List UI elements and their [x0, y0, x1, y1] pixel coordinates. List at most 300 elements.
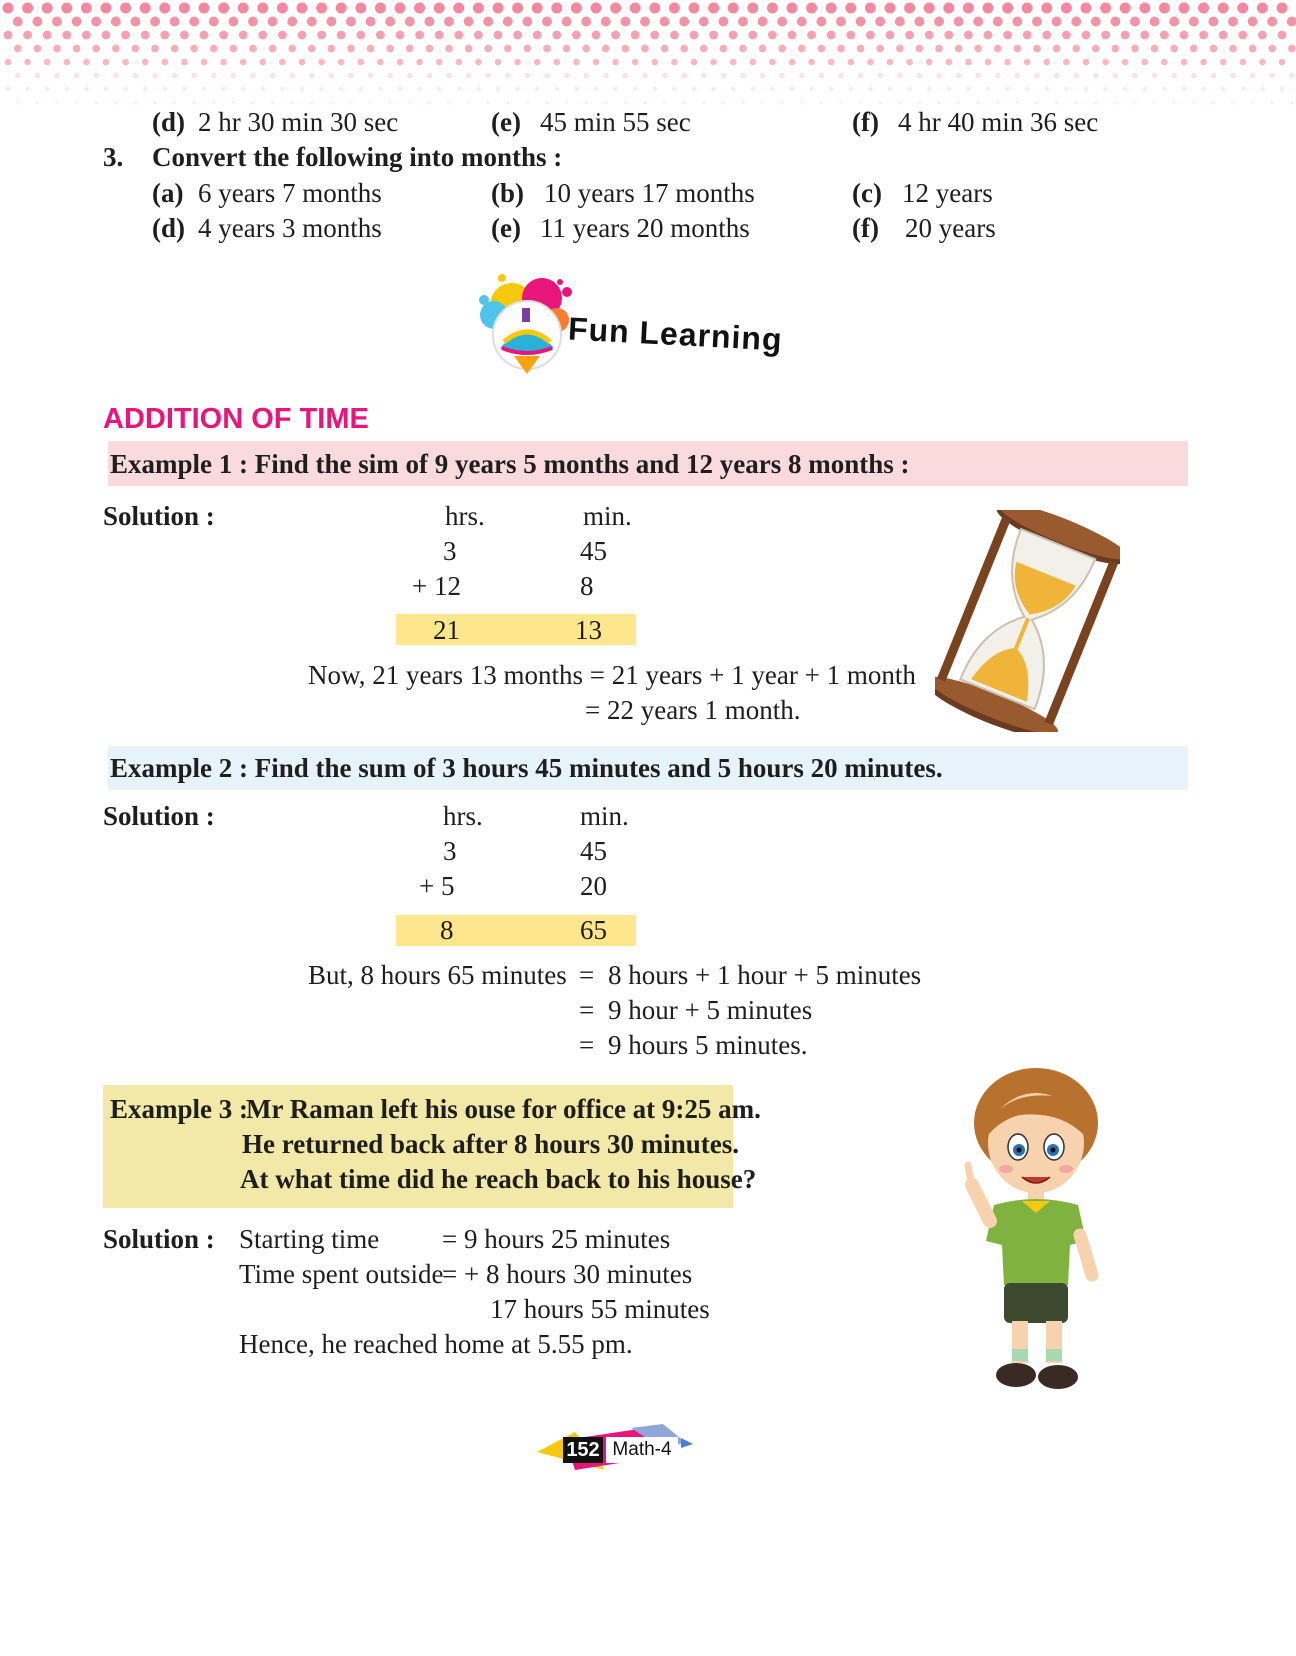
q3-label-e: (e) — [491, 213, 521, 243]
header-dot — [1238, 31, 1247, 40]
header-dot — [62, 31, 71, 40]
header-dot — [336, 3, 347, 14]
header-dot — [376, 31, 385, 40]
header-dot — [721, 73, 727, 79]
header-dot — [1084, 87, 1088, 91]
header-dot — [212, 101, 215, 104]
header-dot — [337, 31, 346, 40]
header-dot — [857, 45, 865, 53]
q3-label-b: (b) — [491, 178, 524, 208]
q3-item-a: 6 years 7 months — [198, 178, 382, 208]
header-dot — [1152, 73, 1158, 79]
header-dot — [250, 73, 256, 79]
header-dot — [641, 45, 649, 53]
header-dot — [800, 101, 803, 104]
header-dot — [739, 45, 747, 53]
header-dot — [133, 73, 139, 79]
header-dot — [408, 101, 411, 104]
header-dot — [748, 31, 757, 40]
header-dot — [24, 59, 31, 66]
header-dot — [415, 31, 424, 40]
boy-pointing-icon — [950, 1065, 1120, 1395]
header-dot — [277, 3, 288, 14]
header-dot — [289, 73, 295, 79]
header-dot — [594, 87, 598, 91]
header-dot — [543, 45, 551, 53]
header-dot — [1240, 59, 1247, 66]
header-dot — [457, 87, 461, 91]
header-dot — [1237, 3, 1248, 14]
header-dot — [630, 3, 641, 14]
q3-label-d: (d) — [152, 213, 185, 243]
header-dot — [564, 73, 570, 79]
header-dot — [407, 73, 413, 79]
header-dot — [349, 101, 352, 104]
header-dot — [1260, 87, 1264, 91]
header-dot — [747, 3, 758, 14]
header-dot — [1003, 31, 1012, 40]
header-dot — [984, 31, 993, 40]
header-dot — [770, 87, 774, 91]
header-dot — [4, 31, 13, 40]
header-dot — [92, 45, 100, 53]
header-dot — [1005, 87, 1009, 91]
header-dot — [506, 101, 509, 104]
example1-row1-col1: 3 — [443, 536, 457, 566]
header-dot — [44, 59, 51, 66]
header-dot — [818, 45, 826, 53]
header-dot — [906, 59, 913, 66]
header-dot — [1153, 101, 1156, 104]
header-dot — [270, 73, 276, 79]
header-dot — [238, 3, 249, 14]
header-dot — [710, 59, 717, 66]
header-dot — [826, 3, 837, 14]
header-dot — [1121, 31, 1130, 40]
example2-col2-header: min. — [580, 801, 629, 831]
header-dot — [189, 17, 199, 27]
header-dot — [309, 73, 315, 79]
header-dot — [934, 17, 944, 27]
header-dot — [348, 73, 354, 79]
header-dot — [565, 101, 568, 104]
header-dot — [879, 101, 882, 104]
example2-row2-col2: 20 — [580, 871, 607, 901]
header-dot — [211, 73, 217, 79]
header-dot — [356, 31, 365, 40]
header-dot — [767, 3, 778, 14]
header-dot — [22, 3, 33, 14]
q3-label-f: (f) — [852, 213, 879, 243]
header-dot — [760, 73, 766, 79]
header-dot — [1229, 45, 1237, 53]
header-dot — [493, 3, 504, 14]
header-dot — [43, 31, 52, 40]
header-dot — [1208, 17, 1218, 27]
header-dot — [1081, 3, 1092, 14]
book-title: Math-4 — [606, 1437, 678, 1463]
header-dot — [1290, 101, 1293, 104]
header-dot — [583, 73, 589, 79]
header-dot — [193, 101, 196, 104]
header-dot — [640, 17, 650, 27]
header-dot — [1280, 87, 1284, 91]
header-dot — [1139, 3, 1150, 14]
header-dot — [924, 3, 935, 14]
header-dot — [797, 17, 807, 27]
header-dot — [359, 87, 363, 91]
header-dot — [837, 45, 845, 53]
header-dot — [877, 73, 883, 79]
q2-item-d: 2 hr 30 min 30 sec — [198, 107, 399, 137]
header-dot — [708, 3, 719, 14]
header-dot — [75, 101, 78, 104]
header-dot — [504, 45, 512, 53]
header-dot — [271, 101, 274, 104]
header-dot — [417, 87, 421, 91]
example2-solution-label: Solution : — [103, 801, 215, 831]
header-dot — [308, 45, 316, 53]
header-dot — [316, 3, 327, 14]
header-dot — [1151, 45, 1159, 53]
header-dot — [601, 17, 611, 27]
header-dot — [1044, 59, 1051, 66]
header-dot — [3, 3, 14, 14]
header-dot — [995, 73, 1001, 79]
header-dot — [1054, 73, 1060, 79]
header-dot — [319, 87, 323, 91]
header-dot — [72, 17, 82, 27]
header-dot — [251, 101, 254, 104]
header-dot — [799, 73, 805, 79]
header-dot — [552, 31, 561, 40]
header-dot — [120, 3, 131, 14]
header-dot — [916, 45, 924, 53]
header-dot — [779, 73, 785, 79]
header-dot — [622, 45, 630, 53]
header-dot — [83, 59, 90, 66]
header-dot — [1258, 31, 1267, 40]
header-dot — [946, 59, 953, 66]
header-dot — [484, 45, 492, 53]
header-dot — [642, 73, 648, 79]
header-dot — [525, 73, 531, 79]
header-dot — [201, 59, 208, 66]
page-number: 152 — [563, 1437, 603, 1463]
header-dot — [1025, 87, 1029, 91]
header-dot — [160, 31, 169, 40]
header-dot — [93, 73, 99, 79]
header-dot — [1162, 87, 1166, 91]
header-dot — [865, 3, 876, 14]
header-dot — [95, 101, 98, 104]
header-dot — [444, 17, 454, 27]
header-dot — [1130, 17, 1140, 27]
header-dot — [1042, 31, 1051, 40]
dotted-header-decoration — [0, 0, 1296, 118]
header-dot — [581, 17, 591, 27]
header-dot — [650, 31, 659, 40]
header-dot — [513, 31, 522, 40]
header-dot — [974, 45, 982, 53]
header-dot — [485, 73, 491, 79]
example1-row1-col2: 45 — [580, 536, 607, 566]
header-dot — [514, 59, 521, 66]
header-dot — [839, 101, 842, 104]
header-dot — [555, 87, 559, 91]
header-dot — [1004, 59, 1011, 66]
header-dot — [1132, 73, 1138, 79]
header-dot — [191, 73, 197, 79]
header-dot — [366, 17, 376, 27]
header-dot — [385, 17, 395, 27]
example1-col2-header: min. — [583, 501, 632, 531]
header-dot — [496, 87, 500, 91]
header-dot — [544, 73, 550, 79]
header-dot — [661, 45, 669, 53]
header-dot — [551, 3, 562, 14]
header-dot — [1248, 17, 1258, 27]
header-dot — [896, 45, 904, 53]
header-dot — [1131, 45, 1139, 53]
header-dot — [1014, 45, 1022, 53]
header-dot — [729, 31, 738, 40]
header-dot — [288, 45, 296, 53]
header-dot — [153, 101, 156, 104]
header-dot — [809, 87, 813, 91]
header-dot — [358, 59, 365, 66]
header-dot — [781, 101, 784, 104]
header-dot — [848, 59, 855, 66]
header-dot — [1123, 87, 1127, 91]
header-dot — [369, 101, 372, 104]
header-dot — [163, 87, 167, 91]
header-dot — [1249, 45, 1257, 53]
header-dot — [574, 87, 578, 91]
header-dot — [172, 73, 178, 79]
q3-item-e: 11 years 20 months — [540, 213, 750, 243]
header-dot — [173, 101, 176, 104]
header-dot — [1211, 73, 1217, 79]
header-dot — [179, 3, 190, 14]
header-dot — [42, 3, 53, 14]
header-dot — [339, 87, 343, 91]
header-dot — [611, 31, 620, 40]
header-dot — [1192, 101, 1195, 104]
header-dot — [16, 101, 19, 104]
header-dot — [73, 45, 81, 53]
header-dot — [683, 101, 686, 104]
header-dot — [1022, 3, 1033, 14]
header-dot — [200, 31, 209, 40]
header-dot — [1041, 3, 1052, 14]
header-dot — [1143, 87, 1147, 91]
header-dot — [1133, 101, 1136, 104]
header-dot — [1159, 3, 1170, 14]
header-dot — [887, 59, 894, 66]
header-dot — [473, 3, 484, 14]
header-dot — [190, 45, 198, 53]
header-dot — [751, 87, 755, 91]
header-dot — [1053, 45, 1061, 53]
header-dot — [278, 31, 287, 40]
header-dot — [798, 45, 806, 53]
header-dot — [218, 3, 229, 14]
header-dot — [918, 101, 921, 104]
header-dot — [1251, 101, 1254, 104]
q3-number: 3. — [103, 142, 124, 172]
header-dot — [346, 17, 356, 27]
header-dot — [610, 3, 621, 14]
example3-line-3: At what time did he reach back to his house? — [240, 1164, 757, 1194]
example2-eq-2: = — [579, 995, 595, 1025]
header-dot — [1062, 31, 1071, 40]
header-dot — [414, 3, 425, 14]
header-dot — [456, 59, 463, 66]
header-dot — [241, 87, 245, 91]
header-dot — [123, 87, 127, 91]
header-dot — [397, 59, 404, 66]
header-dot — [986, 87, 990, 91]
header-dot — [395, 3, 406, 14]
header-dot — [582, 45, 590, 53]
header-dot — [1092, 45, 1100, 53]
header-dot — [965, 59, 972, 66]
q3-item-b: 10 years 17 months — [544, 178, 755, 208]
header-dot — [257, 3, 268, 14]
header-dot — [1169, 17, 1179, 27]
header-dot — [1091, 17, 1101, 27]
header-dot — [867, 59, 874, 66]
header-dot — [405, 17, 415, 27]
header-dot — [1075, 101, 1078, 104]
header-dot — [777, 17, 787, 27]
q2-label-e: (e) — [491, 107, 521, 137]
header-dot — [416, 59, 423, 66]
header-dot — [680, 45, 688, 53]
header-dot — [1288, 45, 1296, 53]
header-dot — [1241, 87, 1245, 91]
header-dot — [1182, 87, 1186, 91]
header-dot — [1267, 17, 1277, 27]
header-dot — [1259, 59, 1266, 66]
header-dot — [1190, 45, 1198, 53]
header-dot — [859, 101, 862, 104]
header-dot — [1061, 3, 1072, 14]
header-dot — [973, 17, 983, 27]
header-dot — [1072, 45, 1080, 53]
header-dot — [563, 45, 571, 53]
header-dot — [1220, 59, 1227, 66]
header-dot — [975, 73, 981, 79]
header-dot — [228, 17, 238, 27]
header-dot — [790, 87, 794, 91]
header-dot — [943, 3, 954, 14]
header-dot — [1289, 73, 1295, 79]
header-dot — [1082, 31, 1091, 40]
header-dot — [996, 101, 999, 104]
header-dot — [593, 59, 600, 66]
header-dot — [759, 45, 767, 53]
header-dot — [954, 17, 964, 27]
header-dot — [446, 73, 452, 79]
header-dot — [957, 101, 960, 104]
header-dot — [84, 87, 88, 91]
example1-solution-label: Solution : — [103, 501, 215, 531]
header-dot — [347, 45, 355, 53]
header-dot — [728, 3, 739, 14]
header-dot — [888, 87, 892, 91]
example2-row1-col2: 45 — [580, 836, 607, 866]
example2-step-3: 9 hours 5 minutes. — [608, 1030, 808, 1060]
header-dot — [603, 73, 609, 79]
header-dot — [199, 3, 210, 14]
q2-label-d: (d) — [152, 107, 185, 137]
header-dot — [113, 73, 119, 79]
header-dot — [219, 31, 228, 40]
header-dot — [248, 17, 258, 27]
header-dot — [534, 59, 541, 66]
header-dot — [389, 101, 392, 104]
header-dot — [573, 59, 580, 66]
header-dot — [1012, 17, 1022, 27]
header-dot — [1016, 101, 1019, 104]
header-dot — [738, 17, 748, 27]
header-dot — [1210, 45, 1218, 53]
header-dot — [1122, 59, 1129, 66]
header-dot — [1002, 3, 1013, 14]
header-dot — [386, 45, 394, 53]
header-dot — [1219, 31, 1228, 40]
example1-question: Example 1 : Find the sim of 9 years 5 months and 12 years 8 months : — [110, 449, 910, 479]
header-dot — [1228, 17, 1238, 27]
header-dot — [956, 73, 962, 79]
header-dot — [232, 101, 235, 104]
header-dot — [612, 59, 619, 66]
header-dot — [436, 59, 443, 66]
header-dot — [545, 101, 548, 104]
header-dot — [653, 87, 657, 91]
header-dot — [787, 3, 798, 14]
header-dot — [454, 31, 463, 40]
header-dot — [239, 31, 248, 40]
header-dot — [993, 17, 1003, 27]
header-dot — [1023, 31, 1032, 40]
header-dot — [692, 87, 696, 91]
header-dot — [1271, 101, 1274, 104]
header-dot — [1218, 3, 1229, 14]
header-dot — [299, 59, 306, 66]
header-dot — [829, 87, 833, 91]
header-dot — [375, 3, 386, 14]
header-dot — [572, 31, 581, 40]
header-dot — [111, 17, 121, 27]
header-dot — [307, 17, 317, 27]
header-dot — [671, 59, 678, 66]
header-dot — [769, 59, 776, 66]
header-dot — [897, 73, 903, 79]
header-dot — [36, 101, 39, 104]
header-dot — [495, 59, 502, 66]
header-dot — [620, 17, 630, 27]
header-dot — [904, 3, 915, 14]
header-dot — [720, 45, 728, 53]
header-dot — [1094, 101, 1097, 104]
header-dot — [515, 87, 519, 91]
header-dot — [64, 59, 71, 66]
header-dot — [808, 59, 815, 66]
header-dot — [467, 101, 470, 104]
